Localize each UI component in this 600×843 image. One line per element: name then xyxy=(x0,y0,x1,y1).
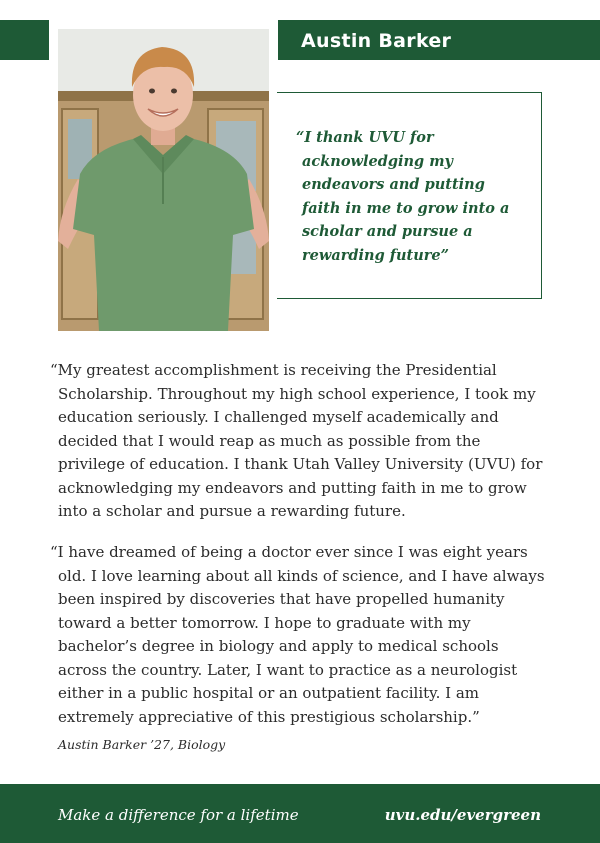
testimonial-paragraph-1: “My greatest accomplishment is receiving the Presidential Scholarship. Throughout my high school experience, I took my education seriously. I challenged myself academically and decided that I would reap as much as possible from the privilege of education. I thank Utah Valley University (UVU) for acknowledging my endeavors and putting faith in me to grow into a scholar and pursue a rewarding future. xyxy=(50,361,543,520)
footer-tagline: Make a difference for a lifetime xyxy=(58,806,299,824)
pull-quote: “I thank UVU for acknowledging my endeavors and putting faith in me to grow into a scholar and pursue a rewarding future” xyxy=(296,129,510,264)
student-name: Austin Barker xyxy=(301,30,452,52)
student-photo xyxy=(58,29,269,331)
student-portrait-icon xyxy=(58,29,269,331)
attribution: Austin Barker ’27, Biology xyxy=(58,737,226,752)
photo-frame xyxy=(49,20,278,340)
testimonial-paragraph-2: “I have dreamed of being a doctor ever since I was eight years old. I love learning about all kinds of science, and I have always been inspired by discoveries that have propelled humanity toward a better tomorrow. I hope to graduate with my bachelor’s degree in biology and apply to medical schools across the country. Later, I want to practice as a neurologist either in a public hospital or an outpatient facility. I am extremely appreciative of this prestigious scholarship.” xyxy=(50,543,545,726)
footer-url: uvu.edu/evergreen xyxy=(384,806,541,824)
